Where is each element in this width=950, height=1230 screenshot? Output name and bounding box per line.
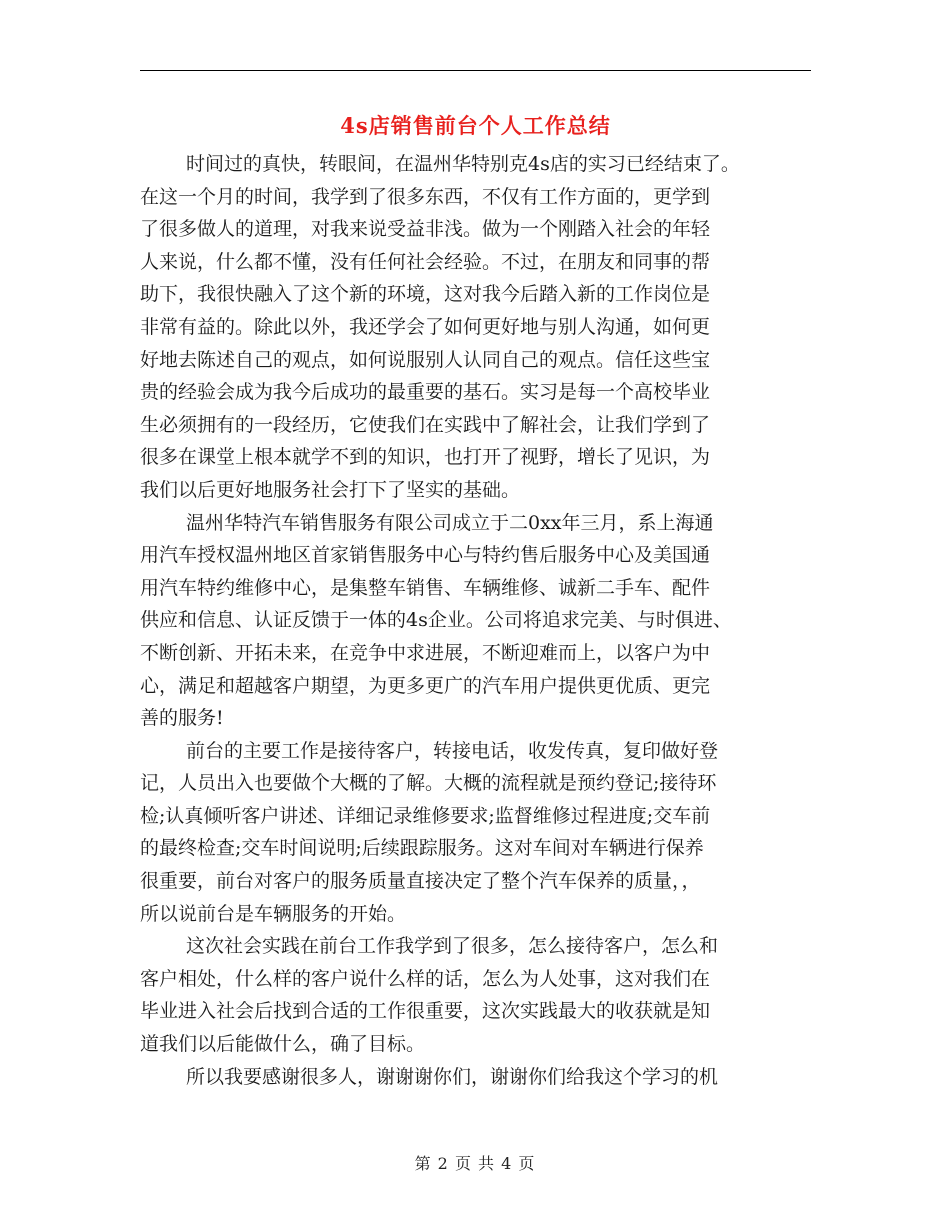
paragraph-1-line-1: 时间过的真快，转眼间，在温州华特别克4s店的实习已经结束了。	[186, 153, 740, 175]
paragraph-1-line-6: 非常有益的。除此以外，我还学会了如何更好地与别人沟通，如何更	[140, 315, 711, 338]
paragraph-3-line-6: 所以说前台是车辆服务的开始。	[140, 902, 407, 925]
paragraph-3-line-1: 前台的主要工作是接待客户，转接电话，收发传真，复印做好登	[186, 739, 719, 762]
paragraph-2-line-5: 不断创新、开拓未来，在竞争中求进展，不断迎难而上，以客户为中	[140, 641, 711, 664]
paragraph-2-line-2: 用汽车授权温州地区首家销售服务中心与特约售后服务中心及美国通	[140, 544, 711, 567]
paragraph-2-line-7: 善的服务!	[140, 707, 224, 730]
paragraph-1-line-8: 贵的经验会成为我今后成功的最重要的基石。实习是每一个高校毕业	[140, 381, 711, 404]
document-body	[140, 148, 811, 1093]
paragraph-1-line-9: 生必须拥有的一段经历，它使我们在实践中了解社会，让我们学到了	[140, 413, 711, 436]
paragraph-4-line-1: 这次社会实践在前台工作我学到了很多，怎么接待客户，怎么和	[186, 935, 719, 958]
paragraph-2-line-6: 心，满足和超越客户期望，为更多更广的汽车用户提供更优质、更完	[140, 674, 711, 697]
paragraph-4-line-3: 毕业进入社会后找到合适的工作很重要，这次实践最大的收获就是知	[140, 1000, 711, 1023]
paragraph-1-line-3: 了很多做人的道理，对我来说受益非浅。做为一个刚踏入社会的年轻	[140, 218, 711, 241]
paragraph-1-line-5: 助下，我很快融入了这个新的环境，这对我今后踏入新的工作岗位是	[140, 283, 711, 306]
header-rule	[140, 70, 811, 71]
paragraph-4-line-4: 道我们以后能做什么，确了目标。	[140, 1033, 426, 1056]
paragraph-4-line-2: 客户相处，什么样的客户说什么样的话，怎么为人处事，这对我们在	[140, 967, 711, 990]
paragraph-3-line-5: 很重要，前台对客户的服务质量直接决定了整个汽车保养的质量，，	[140, 870, 701, 893]
paragraph-3-line-4: 的最终检查;交车时间说明;后续跟踪服务。这对车间对车辆进行保养	[140, 837, 704, 860]
paragraph-2-line-4: 供应和信息、认证反馈于一体的4s企业。公司将追求完美、与时俱进、	[140, 609, 732, 632]
paragraph-1-line-7: 好地去陈述自己的观点，如何说服别人认同自己的观点。信任这些宝	[140, 348, 711, 371]
paragraph-2-line-1: 温州华特汽车销售服务有限公司成立于二0xx年三月，系上海通	[186, 511, 714, 534]
document-title: 4s店销售前台个人工作总结	[340, 113, 611, 138]
paragraph-2-line-3: 用汽车特约维修中心，是集整车销售、车辆维修、诚新二手车、配件	[140, 576, 711, 599]
paragraph-1-line-10: 很多在课堂上根本就学不到的知识，也打开了视野，增长了见识，为	[140, 446, 711, 469]
paragraph-3-line-2: 记，人员出入也要做个大概的了解。大概的流程就是预约登记;接待环	[140, 772, 717, 795]
paragraph-1-line-11: 我们以后更好地服务社会打下了坚实的基础。	[140, 478, 521, 501]
paragraph-1-line-2: 在这一个月的时间，我学到了很多东西，不仅有工作方面的，更学到	[140, 185, 711, 208]
paragraph-3-line-3: 检;认真倾听客户讲述、详细记录维修要求;监督维修过程进度;交车前	[140, 804, 711, 827]
paragraph-1-line-4: 人来说，什么都不懂，没有任何社会经验。不过，在朋友和同事的帮	[140, 250, 711, 273]
page-number: 第 2 页 共 4 页	[414, 1154, 536, 1173]
paragraph-5-line-1: 所以我要感谢很多人，谢谢谢你们，谢谢你们给我这个学习的机	[186, 1065, 719, 1088]
